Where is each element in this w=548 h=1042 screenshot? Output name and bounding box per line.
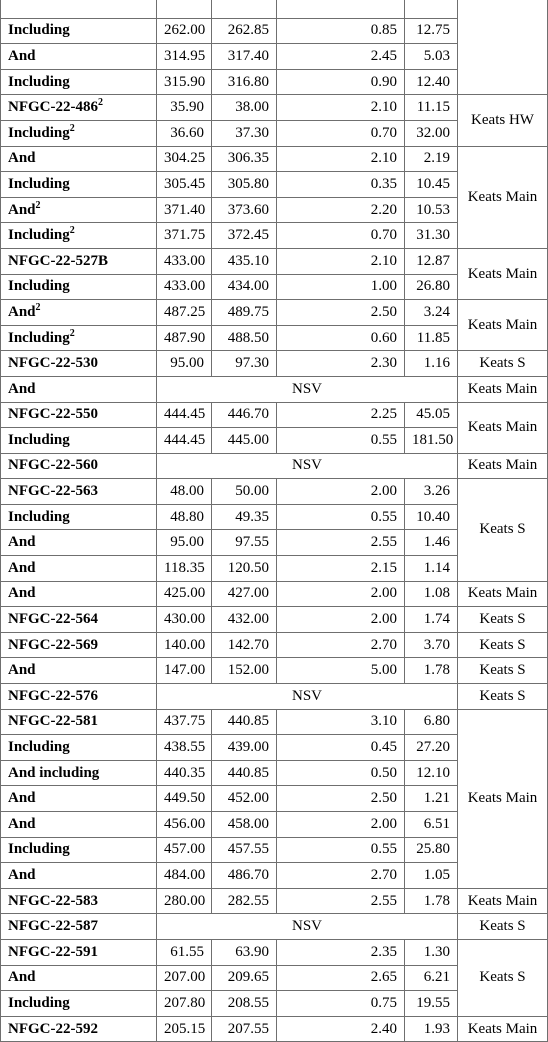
interval-length-cell: 2.50 bbox=[277, 300, 405, 326]
hole-id-text: NFGC-22-592 bbox=[8, 1020, 98, 1037]
from-depth-cell: 425.00 bbox=[157, 581, 212, 607]
hole-id-text: NFGC-22-576 bbox=[8, 687, 98, 704]
hole-id-cell bbox=[1, 556, 157, 582]
to-depth-cell: 458.00 bbox=[212, 812, 277, 838]
hole-id-text: Including bbox=[8, 431, 70, 448]
from-depth-cell: 305.45 bbox=[157, 172, 212, 198]
to-depth-cell: 37.30 bbox=[212, 120, 277, 146]
to-depth-cell: 208.55 bbox=[212, 991, 277, 1017]
vein-zone-cell: Keats Main bbox=[458, 1016, 548, 1042]
to-depth-cell: 372.45 bbox=[212, 223, 277, 249]
to-depth-cell: 209.65 bbox=[212, 965, 277, 991]
to-depth-cell: 317.40 bbox=[212, 44, 277, 70]
table-row bbox=[1, 351, 548, 377]
interval-length-cell: 2.00 bbox=[277, 581, 405, 607]
footnote-marker: 2 bbox=[69, 327, 75, 339]
no-significant-values-cell: NSV bbox=[157, 684, 458, 710]
interval-length-cell: 0.45 bbox=[277, 735, 405, 761]
table-row bbox=[1, 939, 548, 965]
hole-id-text: NFGC-22-560 bbox=[8, 457, 98, 474]
to-depth-cell: 446.70 bbox=[212, 402, 277, 428]
hole-id-cell bbox=[1, 812, 157, 838]
table-row bbox=[1, 914, 548, 940]
grade-cell: 27.20 bbox=[405, 735, 458, 761]
from-depth-cell: 48.00 bbox=[157, 479, 212, 505]
footnote-marker: 2 bbox=[35, 301, 41, 313]
to-depth-cell: 445.00 bbox=[212, 428, 277, 454]
to-depth-cell: 440.85 bbox=[212, 709, 277, 735]
hole-id-text: Including bbox=[8, 124, 70, 141]
interval-length-cell: 1.00 bbox=[277, 274, 405, 300]
grade-cell bbox=[405, 0, 458, 18]
interval-length-cell: 2.00 bbox=[277, 812, 405, 838]
to-depth-cell: 427.00 bbox=[212, 581, 277, 607]
hole-id-text: Including bbox=[8, 739, 70, 756]
from-depth-cell: 444.45 bbox=[157, 428, 212, 454]
hole-id-cell bbox=[1, 402, 157, 428]
interval-length-cell: 0.90 bbox=[277, 69, 405, 95]
hole-id-text: NFGC-22-564 bbox=[8, 611, 98, 628]
hole-id-cell bbox=[1, 760, 157, 786]
grade-cell: 1.05 bbox=[405, 863, 458, 889]
interval-length-cell: 2.55 bbox=[277, 888, 405, 914]
hole-id-text: And including bbox=[8, 764, 100, 781]
from-depth-cell: 430.00 bbox=[157, 607, 212, 633]
hole-id-cell bbox=[1, 888, 157, 914]
to-depth-cell: 63.90 bbox=[212, 939, 277, 965]
vein-zone-cell: Keats Main bbox=[458, 581, 548, 607]
hole-id-text: NFGC-22-569 bbox=[8, 636, 98, 653]
grade-cell: 19.55 bbox=[405, 991, 458, 1017]
to-depth-cell: 457.55 bbox=[212, 837, 277, 863]
to-depth-cell: 97.30 bbox=[212, 351, 277, 377]
vein-zone-cell: Keats Main bbox=[458, 300, 548, 351]
interval-length-cell: 2.10 bbox=[277, 146, 405, 172]
hole-id-text: And bbox=[8, 790, 36, 807]
hole-id-cell bbox=[1, 530, 157, 556]
grade-cell: 12.87 bbox=[405, 248, 458, 274]
hole-id-text: And bbox=[8, 201, 36, 218]
interval-length-cell: 0.35 bbox=[277, 172, 405, 198]
grade-cell: 26.80 bbox=[405, 274, 458, 300]
interval-length-cell: 0.60 bbox=[277, 325, 405, 351]
to-depth-cell: 50.00 bbox=[212, 479, 277, 505]
table-row bbox=[1, 888, 548, 914]
hole-id-cell bbox=[1, 248, 157, 274]
from-depth-cell: 140.00 bbox=[157, 632, 212, 658]
table-row bbox=[1, 479, 548, 505]
hole-id-cell bbox=[1, 504, 157, 530]
hole-id-cell bbox=[1, 95, 157, 121]
hole-id-text: NFGC-22-550 bbox=[8, 406, 98, 423]
from-depth-cell: 304.25 bbox=[157, 146, 212, 172]
interval-length-cell: 2.50 bbox=[277, 786, 405, 812]
to-depth-cell: 488.50 bbox=[212, 325, 277, 351]
grade-cell: 12.10 bbox=[405, 760, 458, 786]
grade-cell: 11.15 bbox=[405, 95, 458, 121]
interval-length-cell bbox=[277, 0, 405, 18]
hole-id-text: And bbox=[8, 969, 36, 986]
grade-cell: 2.19 bbox=[405, 146, 458, 172]
to-depth-cell: 435.10 bbox=[212, 248, 277, 274]
hole-id-text: NFGC-22-527B bbox=[8, 252, 108, 269]
table-row bbox=[1, 581, 548, 607]
hole-id-cell bbox=[1, 479, 157, 505]
hole-id-text: NFGC-22-581 bbox=[8, 713, 98, 730]
grade-cell: 11.85 bbox=[405, 325, 458, 351]
grade-cell: 1.08 bbox=[405, 581, 458, 607]
table-row bbox=[1, 709, 548, 735]
hole-id-cell bbox=[1, 837, 157, 863]
interval-length-cell: 0.75 bbox=[277, 991, 405, 1017]
hole-id-cell bbox=[1, 428, 157, 454]
hole-id-cell bbox=[1, 351, 157, 377]
table-row bbox=[1, 0, 548, 18]
hole-id-text: Including bbox=[8, 73, 70, 90]
to-depth-cell: 439.00 bbox=[212, 735, 277, 761]
grade-cell: 3.70 bbox=[405, 632, 458, 658]
hole-id-text: NFGC-22-563 bbox=[8, 483, 98, 500]
from-depth-cell bbox=[157, 0, 212, 18]
interval-length-cell: 2.55 bbox=[277, 530, 405, 556]
hole-id-cell bbox=[1, 991, 157, 1017]
hole-id-cell bbox=[1, 223, 157, 249]
interval-length-cell: 2.30 bbox=[277, 351, 405, 377]
to-depth-cell: 440.85 bbox=[212, 760, 277, 786]
hole-id-text: And bbox=[8, 380, 36, 397]
grade-cell: 1.14 bbox=[405, 556, 458, 582]
to-depth-cell: 152.00 bbox=[212, 658, 277, 684]
to-depth-cell: 434.00 bbox=[212, 274, 277, 300]
interval-length-cell: 2.15 bbox=[277, 556, 405, 582]
from-depth-cell: 440.35 bbox=[157, 760, 212, 786]
to-depth-cell: 432.00 bbox=[212, 607, 277, 633]
hole-id-text: Including bbox=[8, 841, 70, 858]
hole-id-cell bbox=[1, 965, 157, 991]
hole-id-text: Including bbox=[8, 227, 70, 244]
interval-length-cell: 2.20 bbox=[277, 197, 405, 223]
hole-id-cell bbox=[1, 325, 157, 351]
hole-id-cell bbox=[1, 197, 157, 223]
hole-id-text: Including bbox=[8, 22, 70, 39]
hole-id-text: Including bbox=[8, 175, 70, 192]
from-depth-cell: 433.00 bbox=[157, 248, 212, 274]
table-row bbox=[1, 402, 548, 428]
interval-length-cell: 2.00 bbox=[277, 607, 405, 633]
grade-cell: 12.75 bbox=[405, 18, 458, 44]
to-depth-cell: 316.80 bbox=[212, 69, 277, 95]
vein-zone-cell: Keats S bbox=[458, 914, 548, 940]
grade-cell: 1.21 bbox=[405, 786, 458, 812]
hole-id-text: Including bbox=[8, 329, 70, 346]
interval-length-cell: 2.65 bbox=[277, 965, 405, 991]
hole-id-cell bbox=[1, 1016, 157, 1042]
hole-id-cell bbox=[1, 146, 157, 172]
hole-id-cell bbox=[1, 914, 157, 940]
hole-id-cell bbox=[1, 376, 157, 402]
table-row bbox=[1, 95, 548, 121]
from-depth-cell: 315.90 bbox=[157, 69, 212, 95]
to-depth-cell: 452.00 bbox=[212, 786, 277, 812]
hole-id-text: Including bbox=[8, 994, 70, 1011]
from-depth-cell: 371.40 bbox=[157, 197, 212, 223]
from-depth-cell: 61.55 bbox=[157, 939, 212, 965]
grade-cell: 1.78 bbox=[405, 658, 458, 684]
from-depth-cell: 487.90 bbox=[157, 325, 212, 351]
interval-length-cell: 0.70 bbox=[277, 120, 405, 146]
interval-length-cell: 2.70 bbox=[277, 863, 405, 889]
hole-id-text: And bbox=[8, 559, 36, 576]
hole-id-text: Including bbox=[8, 278, 70, 295]
hole-id-cell bbox=[1, 581, 157, 607]
grade-cell: 1.74 bbox=[405, 607, 458, 633]
vein-zone-cell: Keats S bbox=[458, 479, 548, 581]
hole-id-text: And bbox=[8, 815, 36, 832]
from-depth-cell: 35.90 bbox=[157, 95, 212, 121]
to-depth-cell: 305.80 bbox=[212, 172, 277, 198]
interval-length-cell: 0.50 bbox=[277, 760, 405, 786]
from-depth-cell: 262.00 bbox=[157, 18, 212, 44]
hole-id-text: NFGC-22-591 bbox=[8, 943, 98, 960]
hole-id-cell bbox=[1, 453, 157, 479]
to-depth-cell: 489.75 bbox=[212, 300, 277, 326]
grade-cell: 3.26 bbox=[405, 479, 458, 505]
grade-cell: 32.00 bbox=[405, 120, 458, 146]
to-depth-cell: 207.55 bbox=[212, 1016, 277, 1042]
vein-zone-cell: Keats Main bbox=[458, 248, 548, 299]
grade-cell: 6.21 bbox=[405, 965, 458, 991]
interval-length-cell: 0.55 bbox=[277, 504, 405, 530]
hole-id-text: And bbox=[8, 585, 36, 602]
hole-id-text: NFGC-22-486 bbox=[8, 99, 98, 116]
footnote-marker: 2 bbox=[35, 199, 41, 211]
interval-length-cell: 3.10 bbox=[277, 709, 405, 735]
hole-id-cell bbox=[1, 300, 157, 326]
grade-cell: 1.46 bbox=[405, 530, 458, 556]
hole-id-text: NFGC-22-587 bbox=[8, 918, 98, 935]
no-significant-values-cell: NSV bbox=[157, 914, 458, 940]
vein-zone-cell: Keats S bbox=[458, 607, 548, 633]
from-depth-cell: 280.00 bbox=[157, 888, 212, 914]
no-significant-values-cell: NSV bbox=[157, 453, 458, 479]
grade-cell: 25.80 bbox=[405, 837, 458, 863]
hole-id-cell bbox=[1, 939, 157, 965]
hole-id-text: NFGC-22-583 bbox=[8, 892, 98, 909]
table-row bbox=[1, 658, 548, 684]
interval-length-cell: 2.10 bbox=[277, 95, 405, 121]
hole-id-cell bbox=[1, 44, 157, 70]
hole-id-cell bbox=[1, 120, 157, 146]
from-depth-cell: 95.00 bbox=[157, 530, 212, 556]
grade-cell: 31.30 bbox=[405, 223, 458, 249]
vein-zone-cell: Keats Main bbox=[458, 376, 548, 402]
from-depth-cell: 438.55 bbox=[157, 735, 212, 761]
grade-cell: 10.45 bbox=[405, 172, 458, 198]
grade-cell: 1.93 bbox=[405, 1016, 458, 1042]
interval-length-cell: 2.35 bbox=[277, 939, 405, 965]
to-depth-cell: 38.00 bbox=[212, 95, 277, 121]
to-depth-cell: 486.70 bbox=[212, 863, 277, 889]
hole-id-cell bbox=[1, 632, 157, 658]
table-row bbox=[1, 376, 548, 402]
to-depth-cell: 262.85 bbox=[212, 18, 277, 44]
hole-id-text: And bbox=[8, 303, 36, 320]
grade-cell: 10.53 bbox=[405, 197, 458, 223]
to-depth-cell bbox=[212, 0, 277, 18]
interval-length-cell: 0.85 bbox=[277, 18, 405, 44]
to-depth-cell: 120.50 bbox=[212, 556, 277, 582]
vein-zone-cell: Keats Main bbox=[458, 453, 548, 479]
vein-zone-cell: Keats S bbox=[458, 632, 548, 658]
grade-cell: 12.40 bbox=[405, 69, 458, 95]
table-row bbox=[1, 1016, 548, 1042]
from-depth-cell: 118.35 bbox=[157, 556, 212, 582]
grade-cell: 6.80 bbox=[405, 709, 458, 735]
from-depth-cell: 147.00 bbox=[157, 658, 212, 684]
to-depth-cell: 49.35 bbox=[212, 504, 277, 530]
hole-id-cell bbox=[1, 18, 157, 44]
table-body bbox=[1, 0, 548, 1042]
hole-id-cell bbox=[1, 786, 157, 812]
hole-id-text: And bbox=[8, 866, 36, 883]
from-depth-cell: 207.80 bbox=[157, 991, 212, 1017]
interval-length-cell: 2.45 bbox=[277, 44, 405, 70]
hole-id-cell bbox=[1, 274, 157, 300]
from-depth-cell: 457.00 bbox=[157, 837, 212, 863]
no-significant-values-cell: NSV bbox=[157, 376, 458, 402]
table-row bbox=[1, 632, 548, 658]
interval-length-cell: 0.55 bbox=[277, 837, 405, 863]
grade-cell: 5.03 bbox=[405, 44, 458, 70]
hole-id-cell bbox=[1, 709, 157, 735]
from-depth-cell: 444.45 bbox=[157, 402, 212, 428]
hole-id-cell bbox=[1, 172, 157, 198]
from-depth-cell: 36.60 bbox=[157, 120, 212, 146]
from-depth-cell: 487.25 bbox=[157, 300, 212, 326]
hole-id-text: And bbox=[8, 47, 36, 64]
hole-id-text: And bbox=[8, 150, 36, 167]
grade-cell: 181.50 bbox=[405, 428, 458, 454]
table-row bbox=[1, 248, 548, 274]
interval-length-cell: 2.25 bbox=[277, 402, 405, 428]
vein-zone-cell bbox=[458, 0, 548, 95]
from-depth-cell: 314.95 bbox=[157, 44, 212, 70]
interval-length-cell: 2.00 bbox=[277, 479, 405, 505]
table-row bbox=[1, 684, 548, 710]
from-depth-cell: 449.50 bbox=[157, 786, 212, 812]
from-depth-cell: 484.00 bbox=[157, 863, 212, 889]
vein-zone-cell: Keats S bbox=[458, 658, 548, 684]
grade-cell: 10.40 bbox=[405, 504, 458, 530]
hole-id-cell bbox=[1, 658, 157, 684]
from-depth-cell: 48.80 bbox=[157, 504, 212, 530]
vein-zone-cell: Keats HW bbox=[458, 95, 548, 146]
grade-cell: 45.05 bbox=[405, 402, 458, 428]
interval-length-cell: 0.55 bbox=[277, 428, 405, 454]
hole-id-text: NFGC-22-530 bbox=[8, 355, 98, 372]
vein-zone-cell: Keats S bbox=[458, 939, 548, 1016]
grade-cell: 1.30 bbox=[405, 939, 458, 965]
interval-length-cell: 0.70 bbox=[277, 223, 405, 249]
hole-id-cell bbox=[1, 863, 157, 889]
to-depth-cell: 142.70 bbox=[212, 632, 277, 658]
grade-cell: 1.78 bbox=[405, 888, 458, 914]
table-row bbox=[1, 300, 548, 326]
grade-cell: 6.51 bbox=[405, 812, 458, 838]
from-depth-cell: 456.00 bbox=[157, 812, 212, 838]
vein-zone-cell: Keats Main bbox=[458, 709, 548, 888]
hole-id-cell bbox=[1, 735, 157, 761]
interval-length-cell: 2.40 bbox=[277, 1016, 405, 1042]
hole-id-cell bbox=[1, 0, 157, 18]
interval-length-cell: 2.10 bbox=[277, 248, 405, 274]
to-depth-cell: 373.60 bbox=[212, 197, 277, 223]
from-depth-cell: 437.75 bbox=[157, 709, 212, 735]
to-depth-cell: 97.55 bbox=[212, 530, 277, 556]
hole-id-text: And bbox=[8, 662, 36, 679]
table-row bbox=[1, 146, 548, 172]
footnote-marker: 2 bbox=[98, 97, 103, 109]
footnote-marker: 2 bbox=[69, 122, 75, 134]
vein-zone-cell: Keats Main bbox=[458, 402, 548, 453]
grade-cell: 3.24 bbox=[405, 300, 458, 326]
grade-cell: 1.16 bbox=[405, 351, 458, 377]
hole-id-text: Including bbox=[8, 508, 70, 525]
from-depth-cell: 205.15 bbox=[157, 1016, 212, 1042]
from-depth-cell: 207.00 bbox=[157, 965, 212, 991]
hole-id-cell bbox=[1, 69, 157, 95]
from-depth-cell: 433.00 bbox=[157, 274, 212, 300]
from-depth-cell: 95.00 bbox=[157, 351, 212, 377]
to-depth-cell: 282.55 bbox=[212, 888, 277, 914]
vein-zone-cell: Keats Main bbox=[458, 146, 548, 248]
hole-id-cell bbox=[1, 607, 157, 633]
table-row bbox=[1, 453, 548, 479]
from-depth-cell: 371.75 bbox=[157, 223, 212, 249]
interval-length-cell: 5.00 bbox=[277, 658, 405, 684]
hole-id-cell bbox=[1, 684, 157, 710]
interval-length-cell: 2.70 bbox=[277, 632, 405, 658]
table-row bbox=[1, 607, 548, 633]
to-depth-cell: 306.35 bbox=[212, 146, 277, 172]
hole-id-text: And bbox=[8, 534, 36, 551]
vein-zone-cell: Keats Main bbox=[458, 888, 548, 914]
footnote-marker: 2 bbox=[69, 225, 75, 237]
vein-zone-cell: Keats S bbox=[458, 684, 548, 710]
vein-zone-cell: Keats S bbox=[458, 351, 548, 377]
